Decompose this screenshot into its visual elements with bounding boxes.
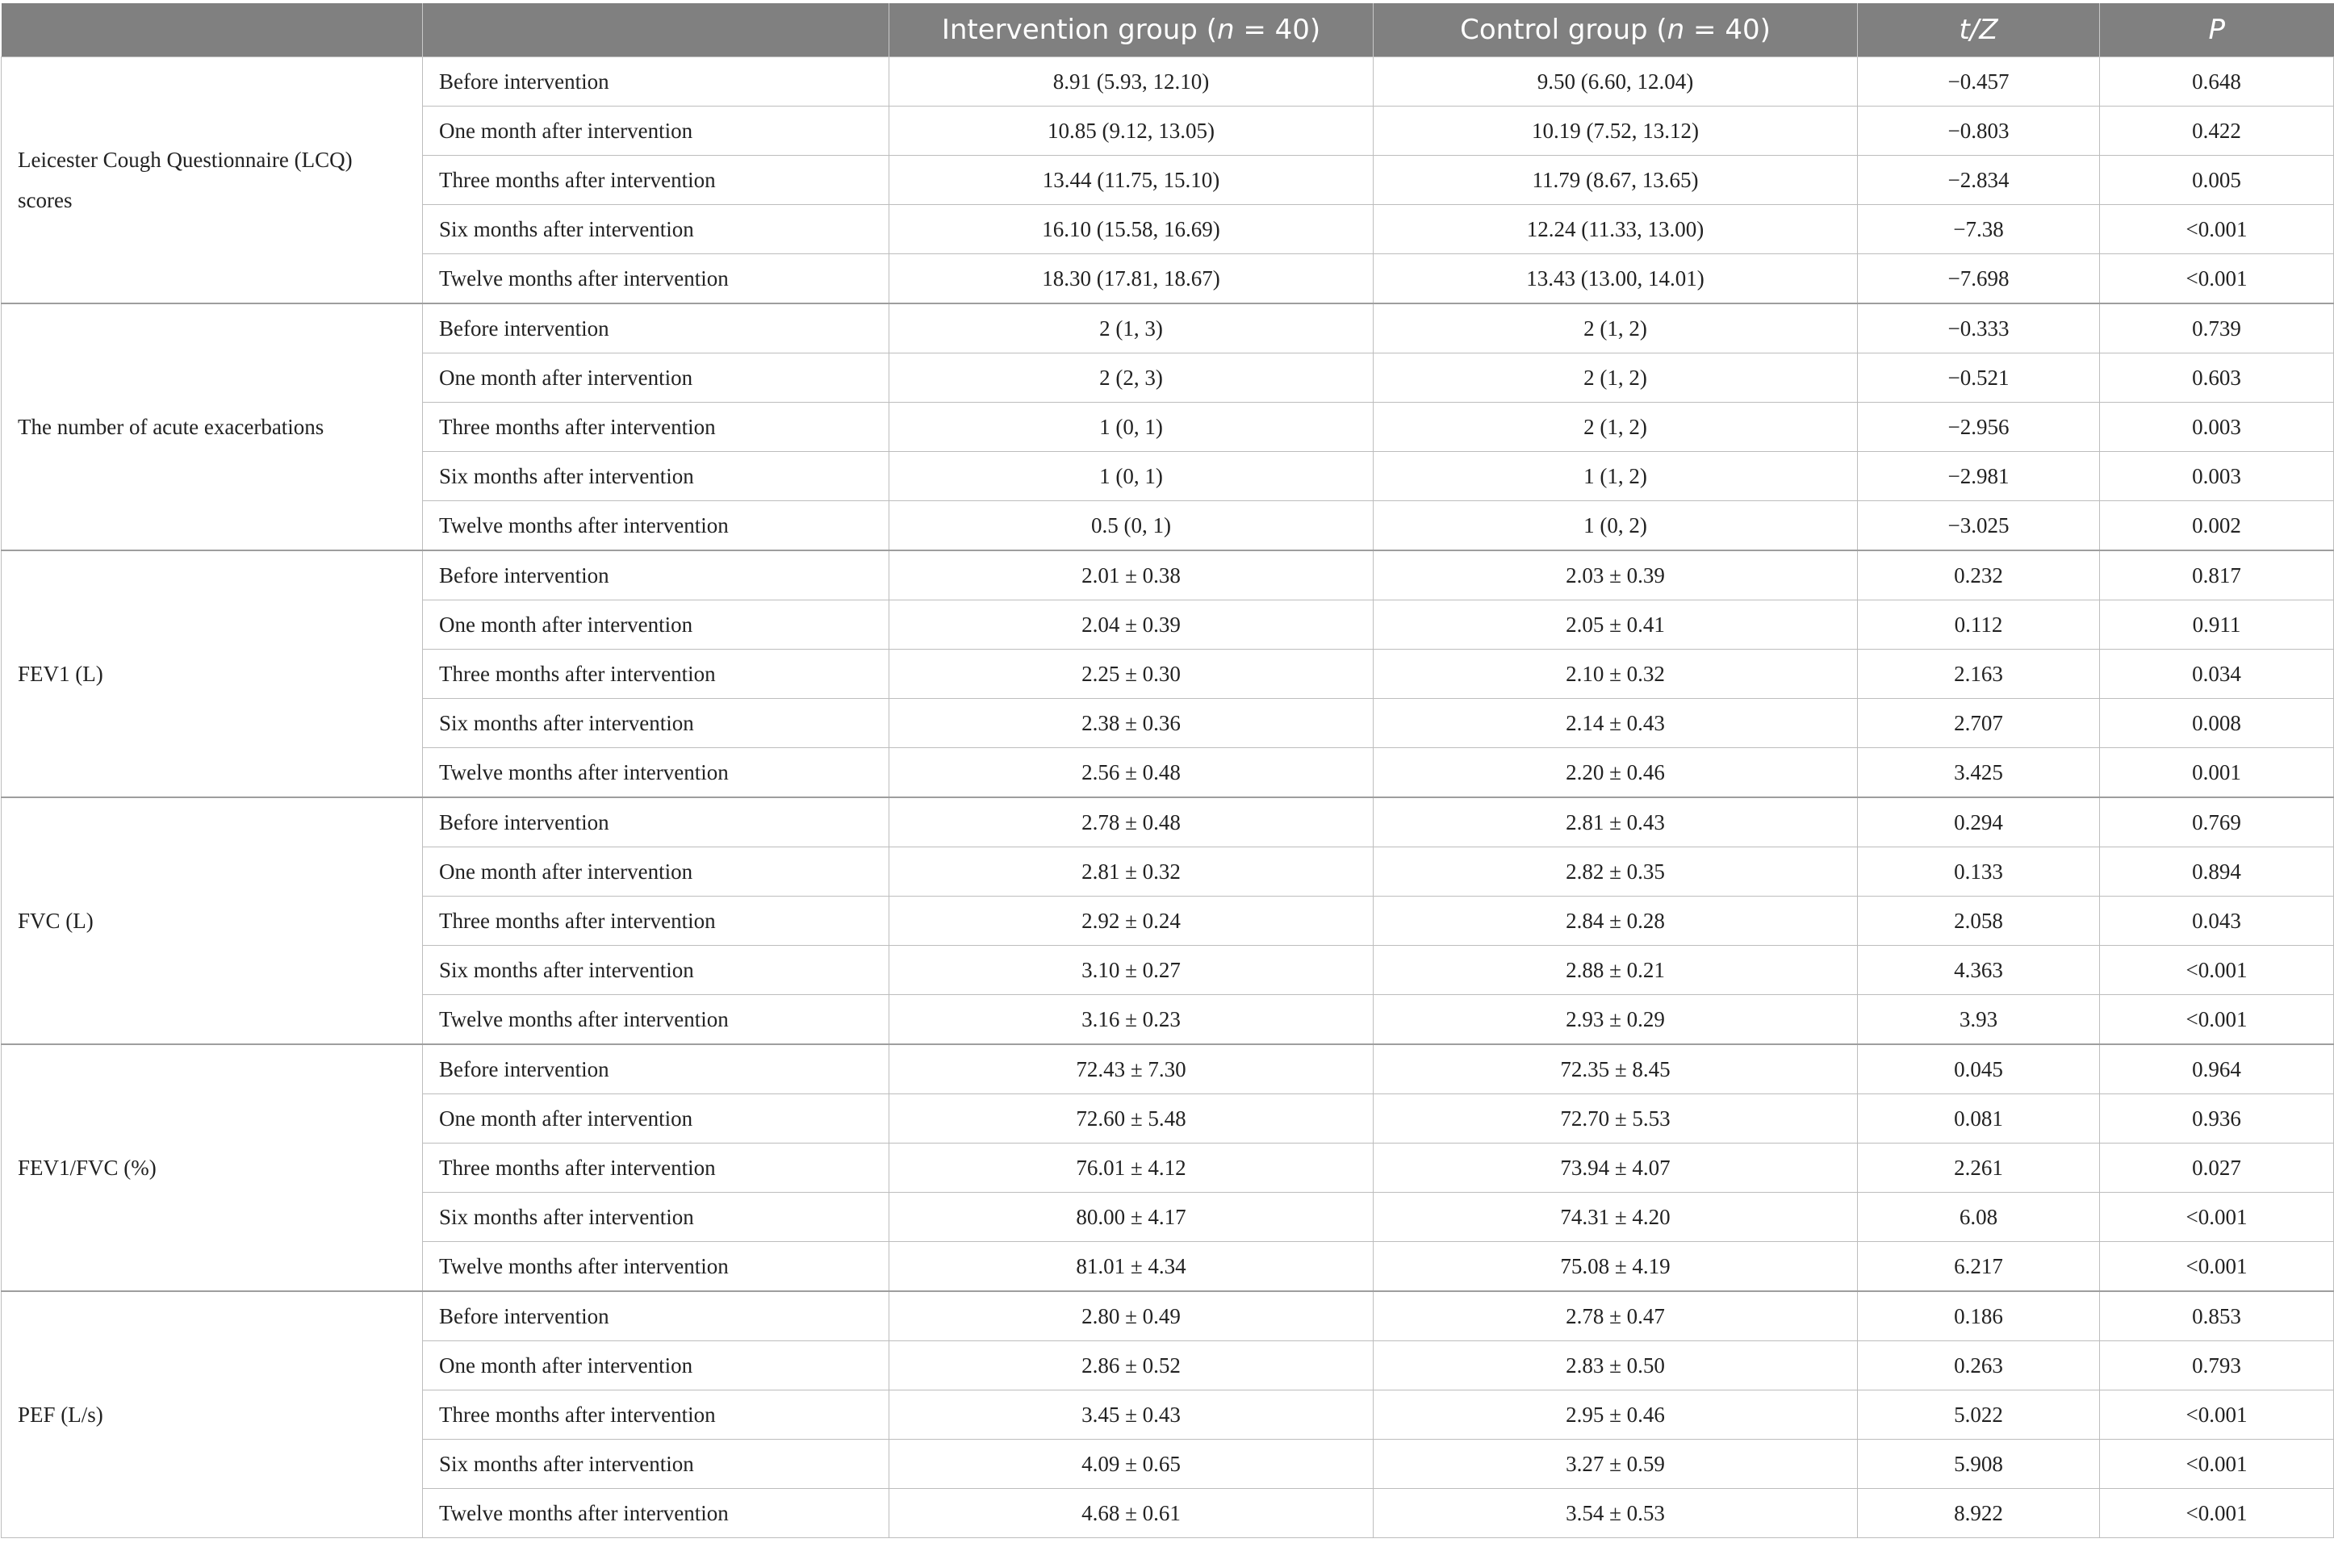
control-value: 12.24 (11.33, 13.00) (1374, 205, 1858, 254)
intervention-value: 2 (1, 3) (889, 303, 1374, 353)
header-p (2100, 3, 2334, 57)
p-value: <0.001 (2100, 254, 2334, 304)
intervention-value: 4.68 ± 0.61 (889, 1489, 1374, 1538)
intervention-value: 1 (0, 1) (889, 403, 1374, 452)
control-value: 72.35 ± 8.45 (1374, 1044, 1858, 1094)
header-blank-variable (2, 3, 423, 57)
table-row (2, 1291, 2334, 1341)
timepoint-cell: Before intervention (423, 1291, 889, 1341)
control-value: 2.78 ± 0.47 (1374, 1291, 1858, 1341)
intervention-value: 1 (0, 1) (889, 452, 1374, 501)
p-value: 0.793 (2100, 1341, 2334, 1390)
timepoint-cell: Six months after intervention (423, 452, 889, 501)
p-value: <0.001 (2100, 1489, 2334, 1538)
p-value: <0.001 (2100, 205, 2334, 254)
intervention-value: 3.10 ± 0.27 (889, 946, 1374, 995)
p-value: 0.936 (2100, 1094, 2334, 1144)
intervention-value: 2.86 ± 0.52 (889, 1341, 1374, 1390)
variable-label: FVC (L) (2, 797, 423, 1044)
stat-value: 0.112 (1858, 600, 2100, 650)
timepoint-cell: Three months after intervention (423, 403, 889, 452)
intervention-value: 2.78 ± 0.48 (889, 797, 1374, 847)
timepoint-cell: One month after intervention (423, 1094, 889, 1144)
stat-value: −7.698 (1858, 254, 2100, 304)
timepoint-cell: Six months after intervention (423, 205, 889, 254)
timepoint-cell: Three months after intervention (423, 1390, 889, 1440)
control-value: 10.19 (7.52, 13.12) (1374, 107, 1858, 156)
intervention-value: 8.91 (5.93, 12.10) (889, 57, 1374, 107)
p-value: 0.003 (2100, 403, 2334, 452)
timepoint-cell: Three months after intervention (423, 156, 889, 205)
stat-value: 6.217 (1858, 1242, 2100, 1292)
intervention-value: 4.09 ± 0.65 (889, 1440, 1374, 1489)
intervention-value: 2.92 ± 0.24 (889, 897, 1374, 946)
control-value: 2.83 ± 0.50 (1374, 1341, 1858, 1390)
stat-value: 0.081 (1858, 1094, 2100, 1144)
header-p-label: P (2208, 14, 2225, 46)
control-value: 2 (1, 2) (1374, 403, 1858, 452)
p-value: 0.422 (2100, 107, 2334, 156)
control-value: 11.79 (8.67, 13.65) (1374, 156, 1858, 205)
stat-value: 4.363 (1858, 946, 2100, 995)
p-value: 0.739 (2100, 303, 2334, 353)
intervention-value: 80.00 ± 4.17 (889, 1193, 1374, 1242)
table-row (2, 57, 2334, 107)
timepoint-cell: Twelve months after intervention (423, 254, 889, 304)
p-value: 0.817 (2100, 550, 2334, 600)
control-value: 2.93 ± 0.29 (1374, 995, 1858, 1045)
stat-value: −0.803 (1858, 107, 2100, 156)
p-value: 0.002 (2100, 501, 2334, 551)
control-value: 2.14 ± 0.43 (1374, 699, 1858, 748)
timepoint-cell: Three months after intervention (423, 897, 889, 946)
header-intervention-n: n (1216, 14, 1235, 46)
header-blank-timepoint (423, 3, 889, 57)
p-value: 0.853 (2100, 1291, 2334, 1341)
stat-value: −0.333 (1858, 303, 2100, 353)
stat-value: −2.956 (1858, 403, 2100, 452)
p-value: 0.603 (2100, 353, 2334, 403)
stat-value: 5.908 (1858, 1440, 2100, 1489)
p-value: 0.034 (2100, 650, 2334, 699)
intervention-value: 2 (2, 3) (889, 353, 1374, 403)
control-value: 2.03 ± 0.39 (1374, 550, 1858, 600)
stat-value: 3.425 (1858, 748, 2100, 798)
intervention-value: 18.30 (17.81, 18.67) (889, 254, 1374, 304)
stat-value: −0.457 (1858, 57, 2100, 107)
variable-label: FEV1/FVC (%) (2, 1044, 423, 1291)
timepoint-cell: One month after intervention (423, 600, 889, 650)
timepoint-cell: Six months after intervention (423, 699, 889, 748)
variable-label: PEF (L/s) (2, 1291, 423, 1538)
timepoint-cell: One month after intervention (423, 847, 889, 897)
control-value: 2 (1, 2) (1374, 303, 1858, 353)
intervention-value: 0.5 (0, 1) (889, 501, 1374, 551)
intervention-value: 10.85 (9.12, 13.05) (889, 107, 1374, 156)
timepoint-cell: Before intervention (423, 57, 889, 107)
p-value: 0.769 (2100, 797, 2334, 847)
control-value: 3.54 ± 0.53 (1374, 1489, 1858, 1538)
variable-label: Leicester Cough Questionnaire (LCQ) scores (2, 57, 423, 304)
timepoint-cell: Twelve months after intervention (423, 995, 889, 1045)
intervention-value: 2.80 ± 0.49 (889, 1291, 1374, 1341)
header-stat (1858, 3, 2100, 57)
results-table (1, 3, 2334, 1538)
stat-value: 2.058 (1858, 897, 2100, 946)
timepoint-cell: One month after intervention (423, 107, 889, 156)
stat-value: 0.045 (1858, 1044, 2100, 1094)
intervention-value: 3.16 ± 0.23 (889, 995, 1374, 1045)
table-row (2, 303, 2334, 353)
stat-value: −3.025 (1858, 501, 2100, 551)
header-intervention (889, 3, 1374, 57)
stat-value: −2.834 (1858, 156, 2100, 205)
header-control-n: n (1667, 14, 1685, 46)
p-value: <0.001 (2100, 946, 2334, 995)
header-row (2, 3, 2334, 57)
header-stat-label: t/Z (1959, 14, 1998, 46)
table-body (2, 57, 2334, 1538)
p-value: 0.005 (2100, 156, 2334, 205)
control-value: 13.43 (13.00, 14.01) (1374, 254, 1858, 304)
p-value: 0.964 (2100, 1044, 2334, 1094)
variable-label: The number of acute exacerbations (2, 303, 423, 550)
p-value: 0.001 (2100, 748, 2334, 798)
control-value: 2.84 ± 0.28 (1374, 897, 1858, 946)
intervention-value: 2.81 ± 0.32 (889, 847, 1374, 897)
control-value: 2.82 ± 0.35 (1374, 847, 1858, 897)
control-value: 1 (0, 2) (1374, 501, 1858, 551)
intervention-value: 2.01 ± 0.38 (889, 550, 1374, 600)
timepoint-cell: Three months after intervention (423, 650, 889, 699)
header-control-label: Control group ( (1460, 14, 1667, 46)
control-value: 2.95 ± 0.46 (1374, 1390, 1858, 1440)
intervention-value: 72.60 ± 5.48 (889, 1094, 1374, 1144)
timepoint-cell: Six months after intervention (423, 1193, 889, 1242)
stat-value: 3.93 (1858, 995, 2100, 1045)
control-value: 1 (1, 2) (1374, 452, 1858, 501)
intervention-value: 16.10 (15.58, 16.69) (889, 205, 1374, 254)
control-value: 2.88 ± 0.21 (1374, 946, 1858, 995)
table-row (2, 550, 2334, 600)
control-value: 2.10 ± 0.32 (1374, 650, 1858, 699)
header-intervention-label: Intervention group ( (941, 14, 1217, 46)
p-value: <0.001 (2100, 1390, 2334, 1440)
p-value: 0.008 (2100, 699, 2334, 748)
intervention-value: 2.25 ± 0.30 (889, 650, 1374, 699)
stat-value: 8.922 (1858, 1489, 2100, 1538)
stat-value: 5.022 (1858, 1390, 2100, 1440)
header-control-rest: = 40) (1684, 14, 1771, 46)
timepoint-cell: Twelve months after intervention (423, 748, 889, 798)
p-value: 0.043 (2100, 897, 2334, 946)
p-value: 0.648 (2100, 57, 2334, 107)
control-value: 2.20 ± 0.46 (1374, 748, 1858, 798)
stat-value: 0.133 (1858, 847, 2100, 897)
timepoint-cell: One month after intervention (423, 353, 889, 403)
stat-value: 0.232 (1858, 550, 2100, 600)
control-value: 74.31 ± 4.20 (1374, 1193, 1858, 1242)
stat-value: 0.263 (1858, 1341, 2100, 1390)
control-value: 3.27 ± 0.59 (1374, 1440, 1858, 1489)
timepoint-cell: Six months after intervention (423, 946, 889, 995)
timepoint-cell: Twelve months after intervention (423, 501, 889, 551)
header-intervention-rest: = 40) (1234, 14, 1321, 46)
timepoint-cell: Before intervention (423, 797, 889, 847)
timepoint-cell: Three months after intervention (423, 1144, 889, 1193)
table-row (2, 1044, 2334, 1094)
stat-value: 2.707 (1858, 699, 2100, 748)
p-value: 0.027 (2100, 1144, 2334, 1193)
timepoint-cell: Before intervention (423, 303, 889, 353)
intervention-value: 76.01 ± 4.12 (889, 1144, 1374, 1193)
stat-value: 2.261 (1858, 1144, 2100, 1193)
table-row (2, 797, 2334, 847)
p-value: 0.911 (2100, 600, 2334, 650)
p-value: <0.001 (2100, 1440, 2334, 1489)
stat-value: 0.294 (1858, 797, 2100, 847)
p-value: <0.001 (2100, 1193, 2334, 1242)
intervention-value: 81.01 ± 4.34 (889, 1242, 1374, 1292)
stat-value: 0.186 (1858, 1291, 2100, 1341)
intervention-value: 2.56 ± 0.48 (889, 748, 1374, 798)
stat-value: −0.521 (1858, 353, 2100, 403)
control-value: 75.08 ± 4.19 (1374, 1242, 1858, 1292)
control-value: 72.70 ± 5.53 (1374, 1094, 1858, 1144)
header-control (1374, 3, 1858, 57)
control-value: 9.50 (6.60, 12.04) (1374, 57, 1858, 107)
p-value: <0.001 (2100, 995, 2334, 1045)
timepoint-cell: Before intervention (423, 1044, 889, 1094)
intervention-value: 2.04 ± 0.39 (889, 600, 1374, 650)
p-value: <0.001 (2100, 1242, 2334, 1292)
timepoint-cell: One month after intervention (423, 1341, 889, 1390)
variable-label: FEV1 (L) (2, 550, 423, 797)
timepoint-cell: Twelve months after intervention (423, 1489, 889, 1538)
timepoint-cell: Twelve months after intervention (423, 1242, 889, 1292)
intervention-value: 13.44 (11.75, 15.10) (889, 156, 1374, 205)
stat-value: 6.08 (1858, 1193, 2100, 1242)
stat-value: 2.163 (1858, 650, 2100, 699)
stat-value: −2.981 (1858, 452, 2100, 501)
timepoint-cell: Six months after intervention (423, 1440, 889, 1489)
timepoint-cell: Before intervention (423, 550, 889, 600)
p-value: 0.003 (2100, 452, 2334, 501)
intervention-value: 72.43 ± 7.30 (889, 1044, 1374, 1094)
control-value: 2.05 ± 0.41 (1374, 600, 1858, 650)
control-value: 2.81 ± 0.43 (1374, 797, 1858, 847)
control-value: 2 (1, 2) (1374, 353, 1858, 403)
stat-value: −7.38 (1858, 205, 2100, 254)
p-value: 0.894 (2100, 847, 2334, 897)
intervention-value: 2.38 ± 0.36 (889, 699, 1374, 748)
intervention-value: 3.45 ± 0.43 (889, 1390, 1374, 1440)
control-value: 73.94 ± 4.07 (1374, 1144, 1858, 1193)
